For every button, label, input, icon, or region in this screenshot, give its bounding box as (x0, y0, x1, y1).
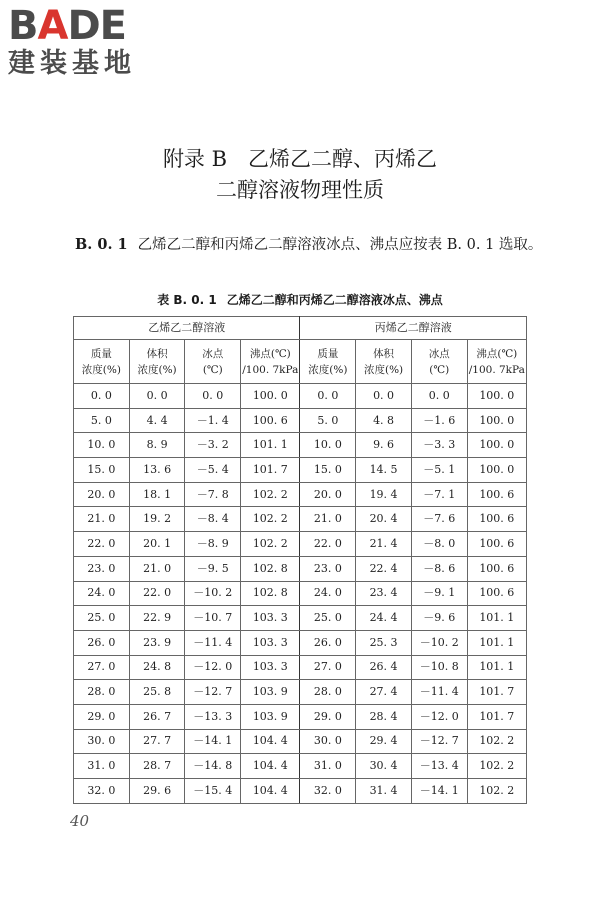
column-header-line: 质量 (90, 347, 112, 360)
table-cell: 23. 4 (356, 581, 412, 606)
logo-subtitle: 建装基地 (8, 48, 136, 79)
table-cell: 25. 3 (356, 630, 412, 655)
table-cell: －8. 0 (411, 532, 467, 557)
table-cell: 0. 0 (411, 384, 467, 409)
table-cell: 21. 0 (129, 556, 185, 581)
table-cell: 100. 6 (241, 408, 300, 433)
table-row (74, 704, 527, 729)
table-cell: 15. 0 (74, 458, 130, 483)
table-cell: 0. 0 (185, 384, 241, 409)
table-cell: －14. 1 (411, 779, 467, 804)
table-cell: 102. 2 (241, 482, 300, 507)
table-row (74, 408, 527, 433)
table-row (74, 729, 527, 754)
table-cell: －8. 4 (185, 507, 241, 532)
table-cell: 30. 0 (300, 729, 356, 754)
table-cell: 0. 0 (300, 384, 356, 409)
table-cell: －10. 7 (185, 606, 241, 631)
table-cell: －12. 7 (411, 729, 467, 754)
column-header (74, 340, 130, 384)
table-cell: 20. 1 (129, 532, 185, 557)
table-cell: 104. 4 (241, 729, 300, 754)
column-header-line: (℃) (202, 363, 223, 376)
appendix-title-line-2: 二醇溶液物理性质 (216, 178, 384, 202)
table-cell: 24. 4 (356, 606, 412, 631)
properties-table (73, 316, 527, 804)
table-row (74, 507, 527, 532)
table-cell: 100. 6 (467, 532, 526, 557)
table-cell: 101. 7 (467, 704, 526, 729)
table-cell: 24. 8 (129, 655, 185, 680)
table-cell: 31. 4 (356, 779, 412, 804)
table-row (74, 754, 527, 779)
table-cell: 23. 0 (74, 556, 130, 581)
table-row (74, 556, 527, 581)
table-cell: 23. 9 (129, 630, 185, 655)
table-cell: －9. 6 (411, 606, 467, 631)
column-header-line: 浓度(%) (308, 363, 348, 376)
column-header (300, 340, 356, 384)
table-cell: 22. 9 (129, 606, 185, 631)
appendix-title (0, 144, 600, 206)
column-header-line: 体积 (373, 347, 395, 360)
table-cell: 100. 6 (467, 507, 526, 532)
table-cell: －15. 4 (185, 779, 241, 804)
table-cell: －14. 1 (185, 729, 241, 754)
column-header (467, 340, 526, 384)
table-cell: 30. 4 (356, 754, 412, 779)
table-cell: 20. 0 (300, 482, 356, 507)
table-cell: 101. 1 (241, 433, 300, 458)
table-row (74, 384, 527, 409)
table-title: 乙烯乙二醇和丙烯乙二醇溶液冰点、沸点 (226, 293, 443, 307)
table-cell: 19. 4 (356, 482, 412, 507)
table-cell: 102. 2 (241, 507, 300, 532)
table-cell: 103. 9 (241, 704, 300, 729)
table-cell: 5. 0 (74, 408, 130, 433)
table-row (74, 680, 527, 705)
table-cell: 103. 9 (241, 680, 300, 705)
table-row (74, 532, 527, 557)
table-cell: －12. 0 (185, 655, 241, 680)
table-cell: 100. 0 (467, 458, 526, 483)
column-header-line: 浓度(%) (137, 363, 177, 376)
table-cell: 101. 7 (467, 680, 526, 705)
table-cell: －8. 6 (411, 556, 467, 581)
table-cell: 26. 0 (74, 630, 130, 655)
column-header-line: /100. 7kPa (468, 363, 525, 376)
table-cell: －1. 6 (411, 408, 467, 433)
table-cell: 100. 0 (241, 384, 300, 409)
table-cell: 28. 0 (300, 680, 356, 705)
table-row (74, 581, 527, 606)
table-cell: －5. 4 (185, 458, 241, 483)
table-cell: 13. 6 (129, 458, 185, 483)
table-cell: 22. 4 (356, 556, 412, 581)
table-cell: －10. 8 (411, 655, 467, 680)
table-cell: 102. 2 (467, 779, 526, 804)
column-header-line: 体积 (146, 347, 168, 360)
table-row (74, 779, 527, 804)
table-cell: 24. 0 (300, 581, 356, 606)
table-cell: 29. 6 (129, 779, 185, 804)
column-header-line: 冰点 (202, 347, 224, 360)
table-cell: 24. 0 (74, 581, 130, 606)
column-header-line: 沸点(℃) (476, 347, 518, 360)
column-header (356, 340, 412, 384)
table-cell: 102. 2 (467, 754, 526, 779)
table-cell: －1. 4 (185, 408, 241, 433)
table-caption (0, 291, 600, 308)
table-cell: －8. 9 (185, 532, 241, 557)
column-header-line: 沸点(℃) (249, 347, 291, 360)
table-cell: 101. 1 (467, 630, 526, 655)
table-cell: 22. 0 (74, 532, 130, 557)
table-cell: 102. 2 (467, 729, 526, 754)
table-cell: 26. 4 (356, 655, 412, 680)
column-header (185, 340, 241, 384)
table-cell: 18. 1 (129, 482, 185, 507)
table-cell: 27. 0 (300, 655, 356, 680)
table-cell: 25. 0 (74, 606, 130, 631)
table-cell: 100. 6 (467, 581, 526, 606)
table-row (74, 482, 527, 507)
column-header (241, 340, 300, 384)
table-cell: －12. 0 (411, 704, 467, 729)
table-cell: 31. 0 (300, 754, 356, 779)
table-cell: 27. 7 (129, 729, 185, 754)
table-cell: 0. 0 (129, 384, 185, 409)
table-cell: －5. 1 (411, 458, 467, 483)
table-cell: －13. 3 (185, 704, 241, 729)
table-cell: 9. 6 (356, 433, 412, 458)
table-cell: －12. 7 (185, 680, 241, 705)
clause-number: B. 0. 1 (75, 236, 128, 253)
table-cell: 29. 4 (356, 729, 412, 754)
table-cell: －14. 8 (185, 754, 241, 779)
table-cell: 32. 0 (74, 779, 130, 804)
column-header (129, 340, 185, 384)
table-cell: －11. 4 (185, 630, 241, 655)
table-row (74, 606, 527, 631)
table-cell: 23. 0 (300, 556, 356, 581)
table-row (74, 433, 527, 458)
table-cell: 10. 0 (300, 433, 356, 458)
table-cell: 100. 6 (467, 556, 526, 581)
table-body (74, 384, 527, 804)
table-cell: 4. 4 (129, 408, 185, 433)
table-cell: 100. 0 (467, 408, 526, 433)
table-cell: 5. 0 (300, 408, 356, 433)
table-cell: －9. 1 (411, 581, 467, 606)
table-cell: 22. 0 (300, 532, 356, 557)
table-cell: 101. 7 (241, 458, 300, 483)
table-cell: 32. 0 (300, 779, 356, 804)
table-cell: 101. 1 (467, 606, 526, 631)
table-cell: 30. 0 (74, 729, 130, 754)
table-cell: 4. 8 (356, 408, 412, 433)
table-cell: 8. 9 (129, 433, 185, 458)
table-cell: 28. 7 (129, 754, 185, 779)
table-cell: 102. 2 (241, 532, 300, 557)
table-cell: 26. 0 (300, 630, 356, 655)
table-cell: 25. 8 (129, 680, 185, 705)
table-cell: 28. 0 (74, 680, 130, 705)
table-cell: 15. 0 (300, 458, 356, 483)
table-cell: 19. 2 (129, 507, 185, 532)
table-cell: 20. 4 (356, 507, 412, 532)
table-cell: 103. 3 (241, 655, 300, 680)
table-cell: 21. 4 (356, 532, 412, 557)
table-cell: －10. 2 (185, 581, 241, 606)
group-header-row (74, 317, 527, 340)
clause-paragraph (75, 233, 545, 257)
clause-text: 乙烯乙二醇和丙烯乙二醇溶液冰点、沸点应按表 B. 0. 1 选取。 (137, 237, 543, 253)
column-header-line: 浓度(%) (81, 363, 121, 376)
table-cell: 103. 3 (241, 606, 300, 631)
table-cell: －3. 2 (185, 433, 241, 458)
table-cell: 100. 0 (467, 433, 526, 458)
table-cell: －3. 3 (411, 433, 467, 458)
table-cell: －7. 8 (185, 482, 241, 507)
table-cell: 28. 4 (356, 704, 412, 729)
table-cell: 102. 8 (241, 581, 300, 606)
table-cell: －7. 6 (411, 507, 467, 532)
table-cell: 103. 3 (241, 630, 300, 655)
brand-logo (8, 4, 178, 80)
appendix-title-line-1: 附录 B 乙烯乙二醇、丙烯乙 (162, 147, 438, 171)
table-cell: 31. 0 (74, 754, 130, 779)
table-cell: 26. 7 (129, 704, 185, 729)
table-cell: －11. 4 (411, 680, 467, 705)
table-cell: 104. 4 (241, 754, 300, 779)
table-cell: 100. 6 (467, 482, 526, 507)
table-cell: 29. 0 (74, 704, 130, 729)
column-header-line: 质量 (317, 347, 339, 360)
table-row (74, 458, 527, 483)
table-cell: 102. 8 (241, 556, 300, 581)
table-cell: 27. 0 (74, 655, 130, 680)
table-cell: 22. 0 (129, 581, 185, 606)
table-cell: 104. 4 (241, 779, 300, 804)
column-header-line: 冰点 (428, 347, 450, 360)
table-cell: 10. 0 (74, 433, 130, 458)
table-row (74, 630, 527, 655)
table-cell: －10. 2 (411, 630, 467, 655)
column-header-line: /100. 7kPa (242, 363, 299, 376)
table-cell: －7. 1 (411, 482, 467, 507)
table-row (74, 655, 527, 680)
table-cell: 101. 1 (467, 655, 526, 680)
table-cell: 27. 4 (356, 680, 412, 705)
column-header (411, 340, 467, 384)
page-number: 40 (70, 812, 90, 830)
table-cell: 29. 0 (300, 704, 356, 729)
table-cell: 14. 5 (356, 458, 412, 483)
table-number: 表 B. 0. 1 (157, 293, 217, 307)
group-header-ethylene: 乙烯乙二醇溶液 (74, 317, 300, 340)
table-cell: 21. 0 (74, 507, 130, 532)
table-cell: －9. 5 (185, 556, 241, 581)
column-header-line: 浓度(%) (363, 363, 404, 376)
table-cell: 0. 0 (74, 384, 130, 409)
table-cell: －13. 4 (411, 754, 467, 779)
table-cell: 25. 0 (300, 606, 356, 631)
column-header-line: (℃) (429, 363, 450, 376)
logo-wordmark: BADE (8, 3, 126, 49)
table-cell: 100. 0 (467, 384, 526, 409)
group-header-propylene: 丙烯乙二醇溶液 (300, 317, 527, 340)
table-cell: 21. 0 (300, 507, 356, 532)
table-cell: 0. 0 (356, 384, 412, 409)
column-header-row (74, 340, 527, 384)
table-cell: 20. 0 (74, 482, 130, 507)
